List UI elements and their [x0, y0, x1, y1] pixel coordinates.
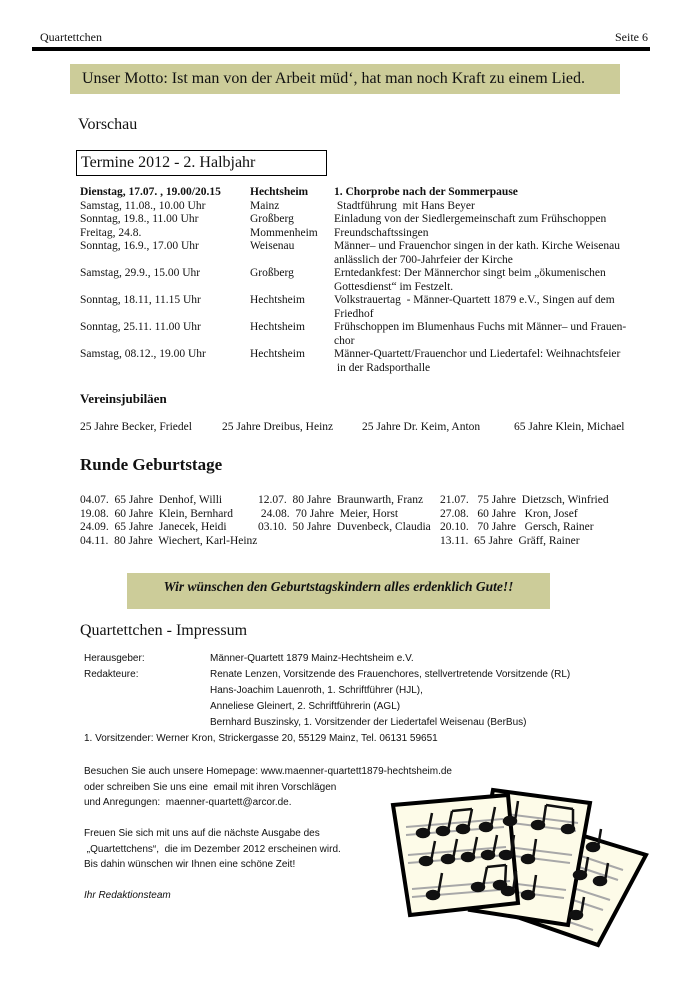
closing-line: „Quartettchens“, die im Dezember 2012 erscheinen wird. [84, 843, 341, 855]
event-row [80, 348, 650, 375]
event-description-line: Einladung von der Siedlergemeinschaft zum Frühschoppen [334, 213, 607, 225]
birthdays-heading: Runde Geburtstage [80, 455, 223, 474]
schedule-title-box: Termine 2012 - 2. Halbjahr [76, 150, 327, 176]
jubilee-item: 25 Jahre Becker, Friedel [80, 421, 192, 433]
event-description [334, 200, 650, 214]
event-description [334, 227, 650, 241]
event-description-line: 1. Chorprobe nach der Sommerpause [334, 186, 518, 198]
event-row [80, 200, 650, 214]
editor-line: Anneliese Gleinert, 2. Schriftführerin (AGL) [210, 701, 401, 712]
jubilee-item: 25 Jahre Dr. Keim, Anton [362, 421, 481, 433]
closing-line: Bis dahin wünschen wir Ihnen eine schöne Zeit! [84, 859, 296, 870]
event-date: Sonntag, 25.11. 11.00 Uhr [80, 321, 201, 333]
event-description [334, 348, 650, 375]
header-rule [32, 47, 650, 51]
birthday-entry: 04.11. 80 Jahre Wiechert, Karl-Heinz [80, 534, 258, 547]
event-place: Hechtsheim [250, 294, 305, 306]
event-description [334, 186, 650, 200]
event-description-line: Freundschaftssingen [334, 226, 429, 239]
page-number: Seite 6 [615, 30, 648, 44]
birthday-entry: 19.08. 60 Jahre Klein, Bernhard [80, 507, 233, 520]
birthday-entry: 24.08. 70 Jahre Meier, Horst [258, 507, 399, 520]
event-place: Großberg [250, 267, 294, 279]
event-row [80, 186, 650, 200]
event-description-line: anlässlich der 700-Jahrfeier der Kirche [334, 253, 513, 266]
event-place: Mainz [250, 199, 280, 212]
closing-line: oder schreiben Sie uns eine email mit ihren Vorschlägen [84, 781, 337, 793]
event-place: Weisenau [250, 240, 295, 252]
event-description-line: Männer– und Frauenchor singen in der kath. Kirche Weisenau [334, 240, 620, 252]
event-description-line: Volkstrauertag - Männer-Quartett 1879 e.V., Singen auf dem [334, 294, 615, 306]
event-description [334, 321, 650, 348]
event-description-line: in der Radsporthalle [334, 361, 431, 374]
birthday-entry: 13.11. 65 Jahre Gräff, Rainer [440, 534, 580, 547]
event-date: Sonntag, 16.9., 17.00 Uhr [80, 240, 199, 252]
event-place: Mommenheim [250, 226, 318, 239]
event-description-line: chor [334, 334, 355, 347]
jubilees-heading: Vereinsjubiläen [80, 391, 167, 406]
birthday-entry: 03.10. 50 Jahre Duvenbeck, Claudia [258, 521, 431, 533]
editors-label: Redakteure: [84, 669, 139, 680]
chair-line: 1. Vorsitzender: Werner Kron, Strickergasse 20, 55129 Mainz, Tel. 06131 59651 [84, 733, 438, 744]
publisher-value: Männer-Quartett 1879 Mainz-Hechtsheim e.V. [210, 653, 414, 664]
event-row [80, 213, 650, 227]
birthday-wish-banner: Wir wünschen den Geburtstagskindern alles erdenklich Gute!! [127, 573, 550, 609]
birthday-entry: 27.08. 60 Jahre Kron, Josef [440, 507, 578, 520]
event-date: Sonntag, 19.8., 11.00 Uhr [80, 213, 199, 225]
birthday-entry: 21.07. 75 Jahre Dietzsch, Winfried [440, 494, 609, 506]
closing-line: Freuen Sie sich mit uns auf die nächste Ausgabe des [84, 828, 320, 839]
jubilee-item: 65 Jahre Klein, Michael [514, 421, 625, 433]
event-date: Sonntag, 18.11, 11.15 Uhr [80, 294, 201, 306]
event-description [334, 267, 650, 294]
birthday-entry: 04.07. 65 Jahre Denhof, Willi [80, 494, 223, 506]
birthday-entry: 12.07. 80 Jahre Braunwarth, Franz [258, 494, 424, 506]
event-row [80, 240, 650, 267]
closing-line: und Anregungen: maenner-quartett@arcor.de. [84, 797, 292, 808]
event-description-line: Friedhof [334, 307, 374, 320]
event-date: Samstag, 29.9., 15.00 Uhr [80, 267, 201, 279]
event-date: Samstag, 11.08., 10.00 Uhr [80, 199, 206, 212]
event-row [80, 294, 650, 321]
publication-name: Quartettchen [40, 30, 102, 44]
event-date: Dienstag, 17.07. , 19.00/20.15 [80, 186, 221, 198]
event-description-line: Stadtführung mit Hans Beyer [334, 199, 475, 212]
closing-signature: Ihr Redaktionsteam [84, 890, 171, 901]
event-row [80, 227, 650, 241]
event-place: Großberg [250, 213, 294, 225]
sheet-music-clipart [388, 785, 658, 950]
event-description-line: Gottesdienst“ im Festzelt. [334, 280, 454, 293]
event-row [80, 267, 650, 294]
event-place: Hechtsheim [250, 186, 309, 198]
editor-line: Renate Lenzen, Vorsitzende des Frauenchores, stellvertretende Vorsitzende (RL) [210, 669, 571, 680]
imprint-heading: Quartettchen - Impressum [80, 622, 248, 639]
editor-line: Bernhard Buszinsky, 1. Vorsitzender der Liedertafel Weisenau (BerBus) [210, 717, 527, 728]
closing-line: Besuchen Sie auch unsere Homepage: www.maenner-quartett1879-hechtsheim.de [84, 766, 452, 777]
event-date: Samstag, 08.12., 19.00 Uhr [80, 348, 206, 360]
jubilee-item: 25 Jahre Dreibus, Heinz [222, 421, 334, 433]
event-description [334, 213, 650, 227]
event-description [334, 294, 650, 321]
birthday-entry: 20.10. 70 Jahre Gersch, Rainer [440, 521, 594, 533]
editor-line: Hans-Joachim Lauenroth, 1. Schriftführer (HJL), [210, 685, 423, 696]
motto-banner: Unser Motto: Ist man von der Arbeit müd‘, hat man noch Kraft zu einem Lied. [70, 64, 620, 94]
event-schedule [80, 186, 650, 375]
event-description-line: Frühschoppen im Blumenhaus Fuchs mit Männer– und Frauen- [334, 321, 627, 333]
event-description-line: Erntedankfest: Der Männerchor singt beim „ökumenischen [334, 267, 606, 279]
publisher-label: Herausgeber: [84, 653, 145, 664]
event-date: Freitag, 24.8. [80, 226, 142, 239]
event-description [334, 240, 650, 267]
preview-heading: Vorschau [78, 116, 138, 133]
event-place: Hechtsheim [250, 348, 305, 360]
event-place: Hechtsheim [250, 321, 305, 333]
birthday-entry: 24.09. 65 Jahre Janecek, Heidi [80, 521, 227, 533]
event-row [80, 321, 650, 348]
event-description-line: Männer-Quartett/Frauenchor und Liedertafel: Weihnachtsfeier [334, 348, 621, 360]
